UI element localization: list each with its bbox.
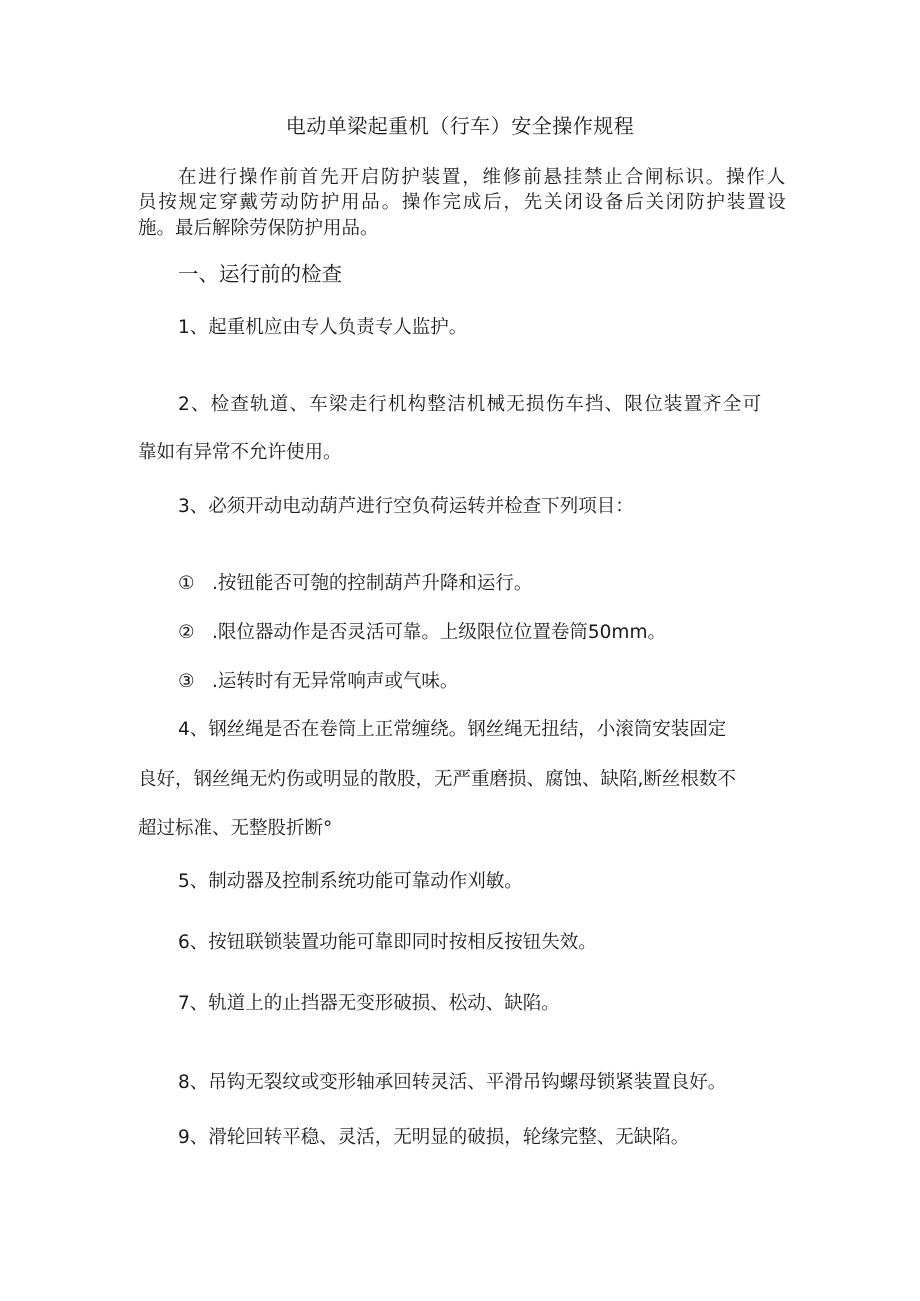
sub-item-1 — [178, 572, 532, 596]
intro-line-1: 在进行操作前首先开启防护装置，维修前悬挂禁止合闸标识。操作人 — [178, 167, 788, 188]
item-4-line-3: 超过标准、无整股折断° — [138, 818, 333, 839]
item-4-line-2: 良好，钢丝绳无灼伤或明显的散股，无严重磨损、腐蚀、缺陷,断丝根数不 — [138, 769, 736, 790]
document-title: 电动单梁起重机（行车）安全操作规程 — [285, 114, 635, 138]
intro-line-2: 员按规定穿戴劳动防护用品。操作完成后，先关闭设备后关闭防护装置设 — [138, 192, 788, 213]
sub-item-2-marker: ② — [178, 622, 195, 643]
sub-item-2 — [178, 621, 666, 645]
item-9: 9、滑轮回转平稳、灵活，无明显的破损，轮缘完整、无缺陷。 — [178, 1127, 690, 1148]
item-2-line-1: 2、检查轨道、车梁走行机构整洁机械无损伤车挡、限位装置齐全可 — [178, 394, 763, 415]
intro-line-3: 施。最后解除劳保防护用品。 — [138, 218, 379, 239]
sub-item-3 — [178, 670, 458, 694]
section-heading: 一、运行前的检查 — [178, 262, 342, 286]
sub-item-1-text: .按钮能否可匏的控制葫芦升降和运行。 — [212, 573, 533, 594]
sub-item-3-marker: ③ — [178, 671, 195, 692]
sub-item-3-text: .运转时有无异常响声或气味。 — [212, 671, 459, 692]
item-3: 3、必须开动电动葫芦进行空负荷运转并检查下列项目： — [178, 496, 634, 517]
sub-item-2-text: .限位器动作是否灵活可靠。上级限位位置卷筒50mm。 — [212, 622, 666, 643]
item-8: 8、吊钩无裂纹或变形轴承回转灵活、平滑吊钩螺母锁紧装置良好。 — [178, 1072, 727, 1093]
item-2-line-2: 靠如有异常不允许使用。 — [138, 442, 342, 463]
sub-item-1-marker: ① — [178, 573, 195, 594]
item-7: 7、轨道上的止挡器无变形破损、松动、缺陷。 — [178, 993, 560, 1014]
item-6: 6、按钮联锁装置功能可靠即同时按相反按钮失效。 — [178, 932, 597, 953]
item-5: 5、制动器及控制系统功能可靠动作刈敏。 — [178, 871, 523, 892]
item-1: 1、起重机应由专人负责专人监护。 — [178, 317, 468, 338]
item-4-line-1: 4、钢丝绳是否在卷筒上正常缠绕。钢丝绳无扭结，小滚筒安装固定 — [178, 719, 727, 740]
